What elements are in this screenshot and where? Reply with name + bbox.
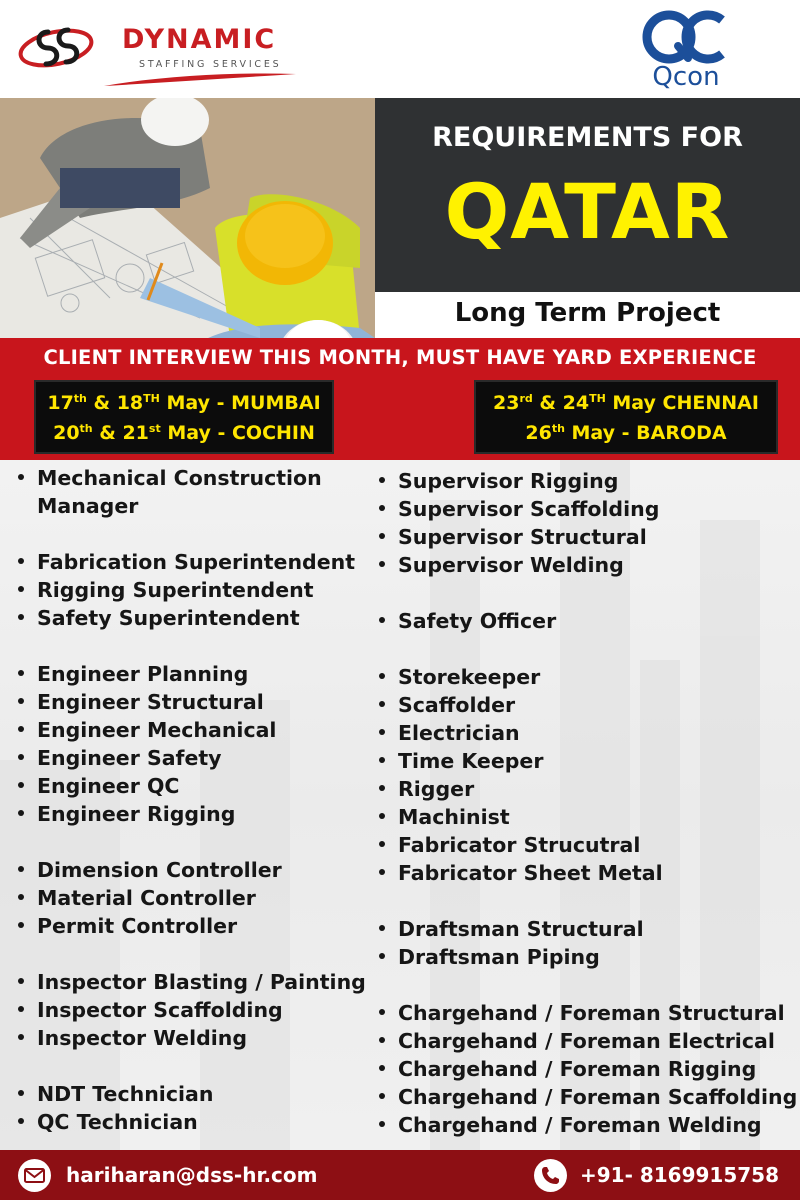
interview-dates-right bbox=[474, 380, 778, 454]
bullet-icon bbox=[379, 953, 385, 959]
bullet-icon bbox=[379, 785, 385, 791]
job-item: Inspector Blasting / Painting bbox=[18, 968, 366, 996]
job-item: Chargehand / Foreman Scaffolding bbox=[379, 1083, 797, 1111]
contact-phone[interactable]: +91- 8169915758 bbox=[580, 1163, 780, 1187]
bullet-icon bbox=[379, 1009, 385, 1015]
bullet-icon bbox=[379, 617, 385, 623]
bullet-icon bbox=[18, 978, 24, 984]
job-item: Engineer Structural bbox=[18, 688, 264, 716]
brand-logo bbox=[18, 18, 298, 88]
job-item: Time Keeper bbox=[379, 747, 543, 775]
interview-date: 20th & 21st May - COCHIN bbox=[53, 422, 315, 444]
brand-subtitle: STAFFING SERVICES bbox=[139, 59, 282, 70]
job-item: Rigger bbox=[379, 775, 474, 803]
job-item: QC Technician bbox=[18, 1108, 198, 1136]
bullet-icon bbox=[18, 1090, 24, 1096]
job-item: Supervisor Structural bbox=[379, 523, 647, 551]
job-item: NDT Technician bbox=[18, 1080, 213, 1108]
project-type: Long Term Project bbox=[454, 298, 721, 328]
bullet-icon bbox=[379, 505, 385, 511]
bullet-icon bbox=[379, 813, 385, 819]
bullet-icon bbox=[379, 533, 385, 539]
job-item: Engineer Planning bbox=[18, 660, 248, 688]
interview-date: 23rd & 24TH May CHENNAI bbox=[493, 392, 759, 414]
bullet-icon bbox=[379, 1065, 385, 1071]
bullet-icon bbox=[18, 698, 24, 704]
job-item: Fabricator Strucutral bbox=[379, 831, 640, 859]
bullet-icon bbox=[18, 614, 24, 620]
bullet-icon bbox=[18, 894, 24, 900]
job-item: Mechanical Construction bbox=[18, 464, 322, 492]
bullet-icon bbox=[379, 869, 385, 875]
job-item: Chargehand / Foreman Welding bbox=[379, 1111, 762, 1139]
bullet-icon bbox=[379, 841, 385, 847]
job-item: Rigging Superintendent bbox=[18, 576, 314, 604]
job-item: Inspector Welding bbox=[18, 1024, 247, 1052]
bullet-icon bbox=[18, 670, 24, 676]
job-item: Chargehand / Foreman Rigging bbox=[379, 1055, 756, 1083]
brand-mark-icon bbox=[18, 18, 118, 78]
country-title: QATAR bbox=[444, 167, 731, 256]
job-item: Inspector Scaffolding bbox=[18, 996, 283, 1024]
bullet-icon bbox=[18, 1118, 24, 1124]
hero-photo bbox=[0, 98, 375, 338]
interview-date: 26th May - BARODA bbox=[525, 422, 727, 444]
mail-icon bbox=[18, 1159, 51, 1192]
bullet-icon bbox=[379, 729, 385, 735]
bullet-icon bbox=[379, 1121, 385, 1127]
bullet-icon bbox=[379, 757, 385, 763]
bullet-icon bbox=[18, 474, 24, 480]
job-item: Chargehand / Foreman Electrical bbox=[379, 1027, 775, 1055]
qcon-mark-icon bbox=[642, 10, 726, 64]
job-item: Safety Officer bbox=[379, 607, 556, 635]
bullet-icon bbox=[18, 754, 24, 760]
job-item: Fabricator Sheet Metal bbox=[379, 859, 663, 887]
bullet-icon bbox=[379, 925, 385, 931]
job-item: Permit Controller bbox=[18, 912, 237, 940]
contact-footer bbox=[0, 1150, 800, 1200]
job-item: Fabrication Superintendent bbox=[18, 548, 355, 576]
bullet-icon bbox=[18, 810, 24, 816]
job-item: Storekeeper bbox=[379, 663, 540, 691]
job-item: Dimension Controller bbox=[18, 856, 282, 884]
bullet-icon bbox=[379, 477, 385, 483]
bullet-icon bbox=[18, 782, 24, 788]
bullet-icon bbox=[18, 558, 24, 564]
bullet-icon bbox=[379, 561, 385, 567]
bullet-icon bbox=[18, 1034, 24, 1040]
job-item: Material Controller bbox=[18, 884, 256, 912]
job-item-continuation: Manager bbox=[37, 494, 139, 518]
bullet-icon bbox=[18, 866, 24, 872]
header bbox=[0, 0, 800, 98]
job-item: Scaffolder bbox=[379, 691, 515, 719]
job-item: Engineer Rigging bbox=[18, 800, 235, 828]
bullet-icon bbox=[379, 1037, 385, 1043]
job-item: Supervisor Welding bbox=[379, 551, 624, 579]
bullet-icon bbox=[18, 726, 24, 732]
contact-email[interactable]: hariharan@dss-hr.com bbox=[66, 1163, 318, 1187]
job-item: Engineer Safety bbox=[18, 744, 222, 772]
job-item: Chargehand / Foreman Structural bbox=[379, 999, 785, 1027]
engineers-illustration bbox=[0, 98, 375, 338]
phone-icon bbox=[534, 1159, 567, 1192]
jobs-area bbox=[0, 460, 800, 1150]
bullet-icon bbox=[379, 701, 385, 707]
brand-name: DYNAMIC bbox=[122, 24, 277, 55]
bullet-icon bbox=[379, 1093, 385, 1099]
interview-date: 17th & 18TH May - MUMBAI bbox=[47, 392, 321, 414]
job-item: Safety Superintendent bbox=[18, 604, 300, 632]
job-item: Supervisor Rigging bbox=[379, 467, 618, 495]
job-item: Draftsman Piping bbox=[379, 943, 600, 971]
qcon-logo bbox=[636, 10, 736, 94]
job-item: Engineer QC bbox=[18, 772, 179, 800]
job-item: Supervisor Scaffolding bbox=[379, 495, 659, 523]
requirements-label: REQUIREMENTS FOR bbox=[432, 122, 743, 153]
interview-dates-left bbox=[34, 380, 334, 454]
bullet-icon bbox=[18, 586, 24, 592]
bullet-icon bbox=[18, 1006, 24, 1012]
job-item: Engineer Mechanical bbox=[18, 716, 276, 744]
job-item: Draftsman Structural bbox=[379, 915, 644, 943]
job-item: Machinist bbox=[379, 803, 510, 831]
partner-name: Qcon bbox=[652, 62, 720, 92]
bullet-icon bbox=[18, 922, 24, 928]
interview-note: CLIENT INTERVIEW THIS MONTH, MUST HAVE YARD EXPERIENCE bbox=[43, 346, 757, 369]
brand-swoosh-icon bbox=[102, 70, 298, 88]
job-item: Electrician bbox=[379, 719, 520, 747]
bullet-icon bbox=[379, 673, 385, 679]
